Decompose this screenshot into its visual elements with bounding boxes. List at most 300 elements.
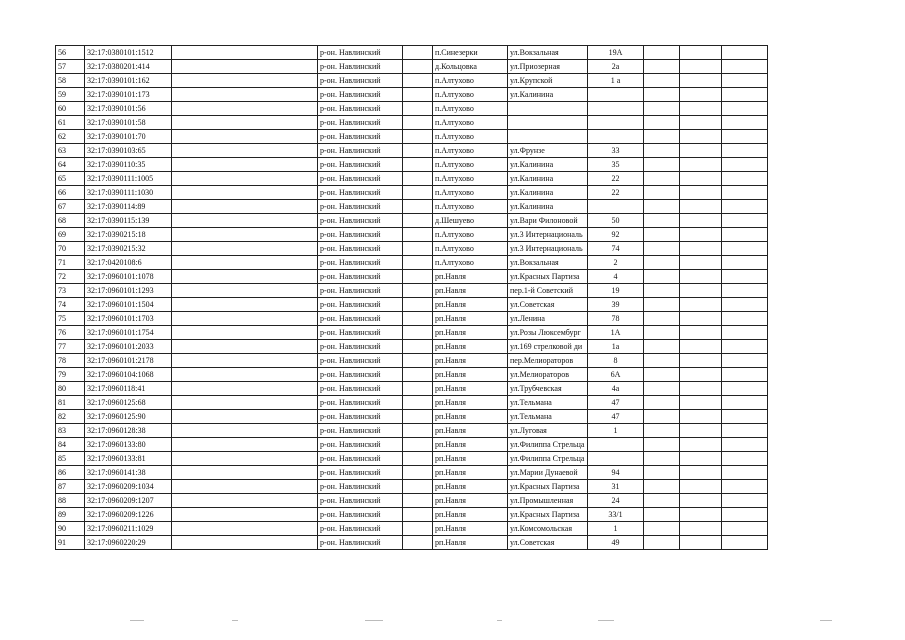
- extra-col-3-cell: [722, 522, 768, 536]
- settlement-cell: рп.Навля: [433, 382, 508, 396]
- street-cell: [508, 116, 588, 130]
- table-row: [56, 522, 768, 536]
- house-number-cell: [588, 102, 644, 116]
- street-cell: [508, 130, 588, 144]
- house-number-cell: 19: [588, 284, 644, 298]
- extra-col-2-cell: [680, 256, 722, 270]
- cadastral-number-cell: 32:17:0960125:90: [85, 410, 172, 424]
- cadastral-number-cell: 32:17:0960101:1293: [85, 284, 172, 298]
- blank-col-2-cell: [403, 284, 433, 298]
- street-cell: ул.Марии Дунаевой: [508, 466, 588, 480]
- blank-col-cell: [172, 214, 318, 228]
- house-number-cell: [588, 438, 644, 452]
- extra-col-2-cell: [680, 452, 722, 466]
- house-number-cell: 49: [588, 536, 644, 550]
- blank-col-2-cell: [403, 494, 433, 508]
- extra-col-2-cell: [680, 88, 722, 102]
- district-cell: р-он. Навлинский: [318, 116, 403, 130]
- table-row: [56, 270, 768, 284]
- extra-col-1-cell: [644, 60, 680, 74]
- house-number-cell: [588, 452, 644, 466]
- blank-col-2-cell: [403, 200, 433, 214]
- extra-col-3-cell: [722, 172, 768, 186]
- extra-col-1-cell: [644, 200, 680, 214]
- extra-col-1-cell: [644, 494, 680, 508]
- blank-col-cell: [172, 116, 318, 130]
- street-cell: ул.Приозерная: [508, 60, 588, 74]
- blank-col-cell: [172, 200, 318, 214]
- house-number-cell: [588, 116, 644, 130]
- table-row: [56, 326, 768, 340]
- blank-col-cell: [172, 144, 318, 158]
- district-cell: р-он. Навлинский: [318, 480, 403, 494]
- district-cell: р-он. Навлинский: [318, 298, 403, 312]
- row-number-cell: 91: [56, 536, 85, 550]
- district-cell: р-он. Навлинский: [318, 270, 403, 284]
- street-cell: [508, 102, 588, 116]
- blank-col-cell: [172, 270, 318, 284]
- house-number-cell: 47: [588, 410, 644, 424]
- district-cell: р-он. Навлинский: [318, 242, 403, 256]
- blank-col-2-cell: [403, 452, 433, 466]
- settlement-cell: рп.Навля: [433, 494, 508, 508]
- house-number-cell: 6А: [588, 368, 644, 382]
- blank-col-2-cell: [403, 396, 433, 410]
- extra-col-3-cell: [722, 74, 768, 88]
- scan-artifacts: [0, 620, 905, 628]
- settlement-cell: п.Алтухово: [433, 74, 508, 88]
- blank-col-2-cell: [403, 144, 433, 158]
- blank-col-2-cell: [403, 158, 433, 172]
- house-number-cell: 78: [588, 312, 644, 326]
- settlement-cell: рп.Навля: [433, 508, 508, 522]
- settlement-cell: п.Алтухово: [433, 144, 508, 158]
- extra-col-1-cell: [644, 46, 680, 60]
- extra-col-1-cell: [644, 116, 680, 130]
- district-cell: р-он. Навлинский: [318, 452, 403, 466]
- extra-col-1-cell: [644, 536, 680, 550]
- district-cell: р-он. Навлинский: [318, 410, 403, 424]
- street-cell: ул.Филиппа Стрельца: [508, 452, 588, 466]
- extra-col-2-cell: [680, 200, 722, 214]
- extra-col-3-cell: [722, 536, 768, 550]
- district-cell: р-он. Навлинский: [318, 438, 403, 452]
- blank-col-2-cell: [403, 88, 433, 102]
- blank-col-cell: [172, 242, 318, 256]
- house-number-cell: 39: [588, 298, 644, 312]
- district-cell: р-он. Навлинский: [318, 74, 403, 88]
- extra-col-2-cell: [680, 522, 722, 536]
- cadastral-number-cell: 32:17:0960220:29: [85, 536, 172, 550]
- blank-col-cell: [172, 536, 318, 550]
- extra-col-3-cell: [722, 60, 768, 74]
- cadastral-number-cell: 32:17:0960128:38: [85, 424, 172, 438]
- blank-col-2-cell: [403, 466, 433, 480]
- extra-col-1-cell: [644, 242, 680, 256]
- house-number-cell: 1А: [588, 326, 644, 340]
- blank-col-2-cell: [403, 354, 433, 368]
- street-cell: ул.Филиппа Стрельца: [508, 438, 588, 452]
- table-row: [56, 508, 768, 522]
- extra-col-2-cell: [680, 186, 722, 200]
- settlement-cell: рп.Навля: [433, 340, 508, 354]
- blank-col-cell: [172, 368, 318, 382]
- extra-col-3-cell: [722, 508, 768, 522]
- street-cell: ул.Советская: [508, 298, 588, 312]
- extra-col-1-cell: [644, 438, 680, 452]
- row-number-cell: 87: [56, 480, 85, 494]
- cadastral-number-cell: 32:17:0390101:173: [85, 88, 172, 102]
- settlement-cell: рп.Навля: [433, 480, 508, 494]
- extra-col-3-cell: [722, 256, 768, 270]
- district-cell: р-он. Навлинский: [318, 494, 403, 508]
- row-number-cell: 81: [56, 396, 85, 410]
- house-number-cell: 8: [588, 354, 644, 368]
- table-row: [56, 438, 768, 452]
- settlement-cell: рп.Навля: [433, 284, 508, 298]
- settlement-cell: рп.Навля: [433, 438, 508, 452]
- cadastral-number-cell: 32:17:0390110:35: [85, 158, 172, 172]
- cadastral-number-cell: 32:17:0960101:1504: [85, 298, 172, 312]
- settlement-cell: рп.Навля: [433, 312, 508, 326]
- settlement-cell: рп.Навля: [433, 326, 508, 340]
- settlement-cell: п.Алтухово: [433, 242, 508, 256]
- extra-col-3-cell: [722, 144, 768, 158]
- row-number-cell: 71: [56, 256, 85, 270]
- table-row: [56, 242, 768, 256]
- district-cell: р-он. Навлинский: [318, 284, 403, 298]
- blank-col-2-cell: [403, 536, 433, 550]
- blank-col-2-cell: [403, 522, 433, 536]
- blank-col-2-cell: [403, 438, 433, 452]
- blank-col-cell: [172, 452, 318, 466]
- extra-col-2-cell: [680, 284, 722, 298]
- cadastral-number-cell: 32:17:0960141:38: [85, 466, 172, 480]
- settlement-cell: рп.Навля: [433, 396, 508, 410]
- extra-col-3-cell: [722, 228, 768, 242]
- row-number-cell: 58: [56, 74, 85, 88]
- extra-col-3-cell: [722, 46, 768, 60]
- district-cell: р-он. Навлинский: [318, 368, 403, 382]
- extra-col-3-cell: [722, 368, 768, 382]
- settlement-cell: рп.Навля: [433, 536, 508, 550]
- row-number-cell: 65: [56, 172, 85, 186]
- house-number-cell: 1а: [588, 340, 644, 354]
- settlement-cell: п.Алтухово: [433, 102, 508, 116]
- extra-col-3-cell: [722, 242, 768, 256]
- blank-col-2-cell: [403, 102, 433, 116]
- house-number-cell: 4а: [588, 382, 644, 396]
- blank-col-cell: [172, 130, 318, 144]
- row-number-cell: 84: [56, 438, 85, 452]
- table-row: [56, 382, 768, 396]
- extra-col-3-cell: [722, 186, 768, 200]
- extra-col-3-cell: [722, 438, 768, 452]
- cadastral-number-cell: 32:17:0420108:6: [85, 256, 172, 270]
- extra-col-1-cell: [644, 172, 680, 186]
- row-number-cell: 56: [56, 46, 85, 60]
- extra-col-2-cell: [680, 46, 722, 60]
- cadastral-number-cell: 32:17:0380201:414: [85, 60, 172, 74]
- extra-col-2-cell: [680, 494, 722, 508]
- cadastral-number-cell: 32:17:0390101:70: [85, 130, 172, 144]
- extra-col-2-cell: [680, 228, 722, 242]
- extra-col-2-cell: [680, 354, 722, 368]
- blank-col-cell: [172, 396, 318, 410]
- blank-col-2-cell: [403, 424, 433, 438]
- street-cell: ул.Комсомольская: [508, 522, 588, 536]
- extra-col-1-cell: [644, 214, 680, 228]
- district-cell: р-он. Навлинский: [318, 60, 403, 74]
- house-number-cell: 1: [588, 424, 644, 438]
- extra-col-2-cell: [680, 396, 722, 410]
- settlement-cell: рп.Навля: [433, 270, 508, 284]
- blank-col-cell: [172, 256, 318, 270]
- blank-col-cell: [172, 466, 318, 480]
- blank-col-cell: [172, 46, 318, 60]
- settlement-cell: рп.Навля: [433, 522, 508, 536]
- street-cell: ул.Вари Филоновой: [508, 214, 588, 228]
- table-row: [56, 158, 768, 172]
- extra-col-3-cell: [722, 480, 768, 494]
- table-row: [56, 102, 768, 116]
- cadastral-number-cell: 32:17:0390111:1005: [85, 172, 172, 186]
- settlement-cell: рп.Навля: [433, 424, 508, 438]
- settlement-cell: д.Кольцовка: [433, 60, 508, 74]
- blank-col-cell: [172, 102, 318, 116]
- property-table: [55, 45, 768, 550]
- street-cell: ул.Крупской: [508, 74, 588, 88]
- blank-col-cell: [172, 354, 318, 368]
- extra-col-3-cell: [722, 88, 768, 102]
- extra-col-3-cell: [722, 130, 768, 144]
- table-row: [56, 424, 768, 438]
- extra-col-3-cell: [722, 340, 768, 354]
- blank-col-2-cell: [403, 186, 433, 200]
- row-number-cell: 68: [56, 214, 85, 228]
- row-number-cell: 80: [56, 382, 85, 396]
- street-cell: ул.Красных Партиза: [508, 508, 588, 522]
- street-cell: ул.Трубчевская: [508, 382, 588, 396]
- house-number-cell: 33/1: [588, 508, 644, 522]
- cadastral-number-cell: 32:17:0390215:18: [85, 228, 172, 242]
- extra-col-1-cell: [644, 340, 680, 354]
- extra-col-2-cell: [680, 130, 722, 144]
- extra-col-3-cell: [722, 102, 768, 116]
- street-cell: ул.Калинина: [508, 186, 588, 200]
- table-row: [56, 74, 768, 88]
- settlement-cell: п.Алтухово: [433, 228, 508, 242]
- extra-col-3-cell: [722, 312, 768, 326]
- extra-col-3-cell: [722, 396, 768, 410]
- blank-col-2-cell: [403, 312, 433, 326]
- row-number-cell: 77: [56, 340, 85, 354]
- blank-col-2-cell: [403, 368, 433, 382]
- street-cell: ул.Красных Партиза: [508, 270, 588, 284]
- cadastral-number-cell: 32:17:0960101:1078: [85, 270, 172, 284]
- blank-col-cell: [172, 480, 318, 494]
- table-row: [56, 284, 768, 298]
- street-cell: ул.Калинина: [508, 158, 588, 172]
- street-cell: ул.Калинина: [508, 172, 588, 186]
- blank-col-2-cell: [403, 130, 433, 144]
- street-cell: ул.Фрунзе: [508, 144, 588, 158]
- table-row: [56, 256, 768, 270]
- row-number-cell: 86: [56, 466, 85, 480]
- district-cell: р-он. Навлинский: [318, 424, 403, 438]
- street-cell: ул.Калинина: [508, 200, 588, 214]
- blank-col-cell: [172, 382, 318, 396]
- extra-col-1-cell: [644, 256, 680, 270]
- street-cell: ул.Красных Партиза: [508, 480, 588, 494]
- settlement-cell: п.Алтухово: [433, 158, 508, 172]
- extra-col-1-cell: [644, 298, 680, 312]
- row-number-cell: 73: [56, 284, 85, 298]
- blank-col-2-cell: [403, 270, 433, 284]
- district-cell: р-он. Навлинский: [318, 312, 403, 326]
- street-cell: пер.Мелиораторов: [508, 354, 588, 368]
- district-cell: р-он. Навлинский: [318, 158, 403, 172]
- cadastral-number-cell: 32:17:0960104:1068: [85, 368, 172, 382]
- blank-col-2-cell: [403, 256, 433, 270]
- blank-col-2-cell: [403, 508, 433, 522]
- blank-col-2-cell: [403, 172, 433, 186]
- extra-col-2-cell: [680, 368, 722, 382]
- district-cell: р-он. Навлинский: [318, 466, 403, 480]
- cadastral-number-cell: 32:17:0380101:1512: [85, 46, 172, 60]
- cadastral-number-cell: 32:17:0390215:32: [85, 242, 172, 256]
- district-cell: р-он. Навлинский: [318, 256, 403, 270]
- house-number-cell: 19А: [588, 46, 644, 60]
- row-number-cell: 90: [56, 522, 85, 536]
- house-number-cell: 50: [588, 214, 644, 228]
- extra-col-2-cell: [680, 410, 722, 424]
- table-row: [56, 368, 768, 382]
- blank-col-cell: [172, 60, 318, 74]
- blank-col-cell: [172, 410, 318, 424]
- extra-col-1-cell: [644, 466, 680, 480]
- blank-col-cell: [172, 186, 318, 200]
- extra-col-2-cell: [680, 536, 722, 550]
- extra-col-1-cell: [644, 452, 680, 466]
- blank-col-cell: [172, 88, 318, 102]
- blank-col-cell: [172, 494, 318, 508]
- street-cell: ул.Вокзальная: [508, 46, 588, 60]
- blank-col-cell: [172, 298, 318, 312]
- extra-col-2-cell: [680, 144, 722, 158]
- district-cell: р-он. Навлинский: [318, 88, 403, 102]
- extra-col-2-cell: [680, 480, 722, 494]
- extra-col-1-cell: [644, 270, 680, 284]
- extra-col-1-cell: [644, 88, 680, 102]
- settlement-cell: п.Алтухово: [433, 200, 508, 214]
- street-cell: ул.Розы Люксембург: [508, 326, 588, 340]
- cadastral-number-cell: 32:17:0960209:1226: [85, 508, 172, 522]
- row-number-cell: 61: [56, 116, 85, 130]
- blank-col-2-cell: [403, 382, 433, 396]
- table-row: [56, 186, 768, 200]
- extra-col-2-cell: [680, 508, 722, 522]
- cadastral-number-cell: 32:17:0390101:58: [85, 116, 172, 130]
- street-cell: ул.Тельмана: [508, 396, 588, 410]
- blank-col-cell: [172, 508, 318, 522]
- extra-col-2-cell: [680, 424, 722, 438]
- row-number-cell: 59: [56, 88, 85, 102]
- extra-col-1-cell: [644, 368, 680, 382]
- table-row: [56, 312, 768, 326]
- row-number-cell: 75: [56, 312, 85, 326]
- row-number-cell: 69: [56, 228, 85, 242]
- settlement-cell: рп.Навля: [433, 298, 508, 312]
- extra-col-3-cell: [722, 452, 768, 466]
- extra-col-1-cell: [644, 326, 680, 340]
- blank-col-cell: [172, 522, 318, 536]
- settlement-cell: рп.Навля: [433, 368, 508, 382]
- blank-col-cell: [172, 438, 318, 452]
- extra-col-1-cell: [644, 508, 680, 522]
- house-number-cell: 22: [588, 172, 644, 186]
- house-number-cell: 24: [588, 494, 644, 508]
- cadastral-number-cell: 32:17:0960101:1703: [85, 312, 172, 326]
- extra-col-3-cell: [722, 116, 768, 130]
- cadastral-number-cell: 32:17:0390115:139: [85, 214, 172, 228]
- settlement-cell: п.Синезерки: [433, 46, 508, 60]
- settlement-cell: п.Алтухово: [433, 88, 508, 102]
- extra-col-2-cell: [680, 74, 722, 88]
- settlement-cell: д.Шешуево: [433, 214, 508, 228]
- house-number-cell: 31: [588, 480, 644, 494]
- house-number-cell: [588, 130, 644, 144]
- cadastral-number-cell: 32:17:0960118:41: [85, 382, 172, 396]
- house-number-cell: 22: [588, 186, 644, 200]
- row-number-cell: 76: [56, 326, 85, 340]
- street-cell: ул.Луговая: [508, 424, 588, 438]
- blank-col-2-cell: [403, 326, 433, 340]
- table-row: [56, 130, 768, 144]
- street-cell: ул.Ленина: [508, 312, 588, 326]
- district-cell: р-он. Навлинский: [318, 172, 403, 186]
- house-number-cell: 4: [588, 270, 644, 284]
- table-row: [56, 536, 768, 550]
- street-cell: ул.Калинина: [508, 88, 588, 102]
- row-number-cell: 62: [56, 130, 85, 144]
- extra-col-2-cell: [680, 158, 722, 172]
- district-cell: р-он. Навлинский: [318, 144, 403, 158]
- table-row: [56, 200, 768, 214]
- row-number-cell: 89: [56, 508, 85, 522]
- cadastral-number-cell: 32:17:0390114:89: [85, 200, 172, 214]
- house-number-cell: 74: [588, 242, 644, 256]
- row-number-cell: 74: [56, 298, 85, 312]
- district-cell: р-он. Навлинский: [318, 228, 403, 242]
- extra-col-3-cell: [722, 158, 768, 172]
- street-cell: ул.Промышленная: [508, 494, 588, 508]
- street-cell: ул.Мелиораторов: [508, 368, 588, 382]
- table-row: [56, 298, 768, 312]
- street-cell: пер.1-й Советский: [508, 284, 588, 298]
- district-cell: р-он. Навлинский: [318, 340, 403, 354]
- cadastral-number-cell: 32:17:0960211:1029: [85, 522, 172, 536]
- row-number-cell: 66: [56, 186, 85, 200]
- house-number-cell: 33: [588, 144, 644, 158]
- extra-col-3-cell: [722, 200, 768, 214]
- district-cell: р-он. Навлинский: [318, 522, 403, 536]
- district-cell: р-он. Навлинский: [318, 382, 403, 396]
- settlement-cell: рп.Навля: [433, 410, 508, 424]
- street-cell: ул.3 Интернациональ: [508, 242, 588, 256]
- row-number-cell: 67: [56, 200, 85, 214]
- extra-col-1-cell: [644, 102, 680, 116]
